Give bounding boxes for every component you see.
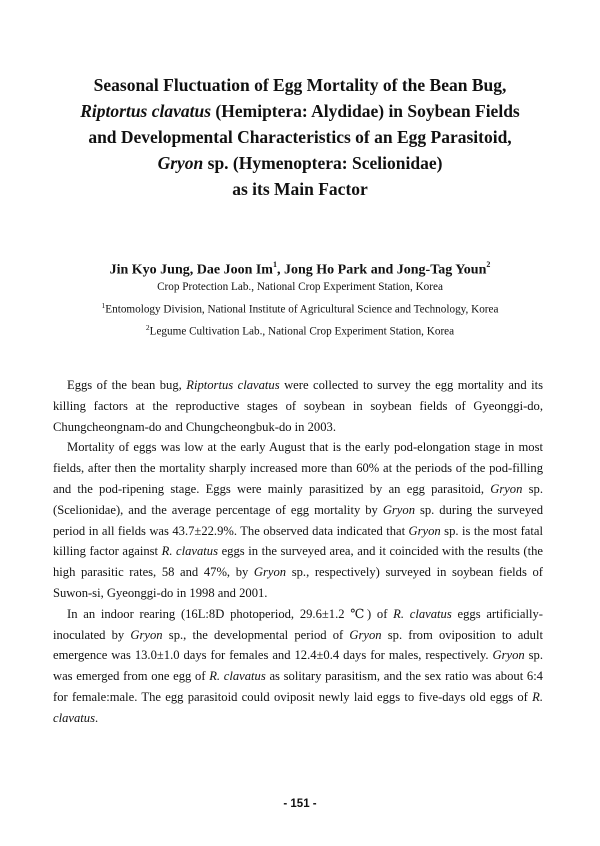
- italic-term: R. clavatus: [393, 606, 452, 621]
- italic-term: Gryon: [253, 565, 287, 580]
- affiliation-2: [40, 319, 560, 341]
- abstract-paragraph-2: [53, 437, 543, 603]
- italic-term: Gryon: [349, 627, 382, 642]
- italic-term: Gryon: [492, 648, 525, 663]
- abstract: [53, 375, 543, 729]
- text-run: sp. (Scelionidae), and the average percentage of egg mortality by: [53, 481, 543, 517]
- italic-term: R. clavatus: [209, 669, 266, 684]
- page-number: - 151 -: [283, 798, 317, 810]
- affiliation-1-text: Entomology Division, National Institute of Agricultural Science and Technology, Korea: [105, 303, 499, 316]
- title-genus-name: Gryon: [157, 153, 204, 173]
- italic-term: Gryon: [130, 627, 163, 642]
- italic-term: Gryon: [382, 502, 415, 517]
- italic-term: Riptortus clavatus: [186, 378, 280, 392]
- text-run: sp. is the most fatal killing factor against: [53, 523, 543, 559]
- text-run: sp. was emerged from one egg of: [53, 648, 543, 684]
- text-run: eggs in the surveyed area, and it coincided with the results (the high parasitic rates, 58 and 47%, by: [53, 544, 543, 580]
- text-run: Eggs of the bean bug,: [67, 378, 187, 392]
- title-species-name: Riptortus clavatus: [80, 101, 212, 121]
- affiliation-0: Crop Protection Lab., National Crop Experiment Station, Korea: [157, 281, 443, 293]
- author-list: [40, 256, 560, 281]
- title-line-5: as its Main Factor: [232, 179, 368, 199]
- author-names-1: Jin Kyo Jung, Dae Joon Im: [109, 262, 273, 278]
- author-affil-mark-2: 2: [486, 260, 491, 269]
- abstract-paragraph-3: [53, 604, 543, 729]
- affiliations: [40, 278, 560, 341]
- title-line-1: Seasonal Fluctuation of Egg Mortality of the Bean Bug,: [93, 75, 507, 95]
- text-run: .: [94, 710, 99, 725]
- affiliation-2-mark: 2: [145, 322, 150, 332]
- author-affil-mark-1: 1: [272, 260, 277, 269]
- italic-term: R. clavatus: [161, 544, 218, 559]
- title-line-4-rest: sp. (Hymenoptera: Scelionidae): [203, 153, 443, 173]
- text-run: sp. during the surveyed period in all fields was 43.7±22.9%. The observed data indicated that: [53, 502, 543, 538]
- italic-term: Gryon: [490, 481, 523, 496]
- affiliation-1: [40, 297, 560, 319]
- affiliation-1-mark: 1: [101, 300, 106, 310]
- text-run: eggs artificially-inoculated by: [53, 606, 543, 642]
- paper-title: [40, 72, 560, 202]
- text-run: sp., the developmental period of: [162, 627, 350, 642]
- title-line-3: and Developmental Characteristics of an Egg Parasitoid,: [88, 127, 512, 147]
- text-run: sp. from oviposition to adult emergence was 13.0±1.0 days for females and 12.4±0.4 days for males, respectively.: [53, 627, 543, 663]
- affiliation-2-text: Legume Cultivation Lab., National Crop Experiment Station, Korea: [149, 325, 455, 338]
- title-line-4: [40, 150, 560, 176]
- author-names-2: , Jong Ho Park and Jong-Tag Youn: [276, 262, 487, 278]
- abstract-paragraph-1: [53, 375, 543, 437]
- title-line-2: [40, 98, 560, 124]
- text-run: were collected to survey the egg mortality and its killing factors at the reproductive stages of soybean in soybean fields of Gyeonggi-do, Chungcheongnam-do and Chungcheongbuk-do in 2003.: [53, 378, 543, 434]
- text-run: as solitary parasitism, and the sex ratio was about 6:4 for female:male. The egg parasitoid could oviposit newly laid eggs to five-days old eggs of: [53, 669, 543, 704]
- text-run: In an indoor rearing (16L:8D photoperiod, 29.6±1.2 ℃) of: [67, 606, 394, 621]
- italic-term: R. clavatus: [53, 689, 543, 725]
- title-line-2-rest: (Hemiptera: Alydidae) in Soybean Fields: [211, 101, 520, 121]
- text-run: sp., respectively) surveyed in soybean fields of Suwon-si, Gyeonggi-do in 1998 and 2001.: [53, 565, 543, 600]
- italic-term: Gryon: [408, 523, 441, 538]
- text-run: Mortality of eggs was low at the early August that is the early pod-elongation stage in most fields, after then the mortality sharply increased more than 60% at the periods of the pod-filling and the pod-ripening stage. Eggs were mainly parasitized by an egg parasitoid,: [53, 440, 543, 496]
